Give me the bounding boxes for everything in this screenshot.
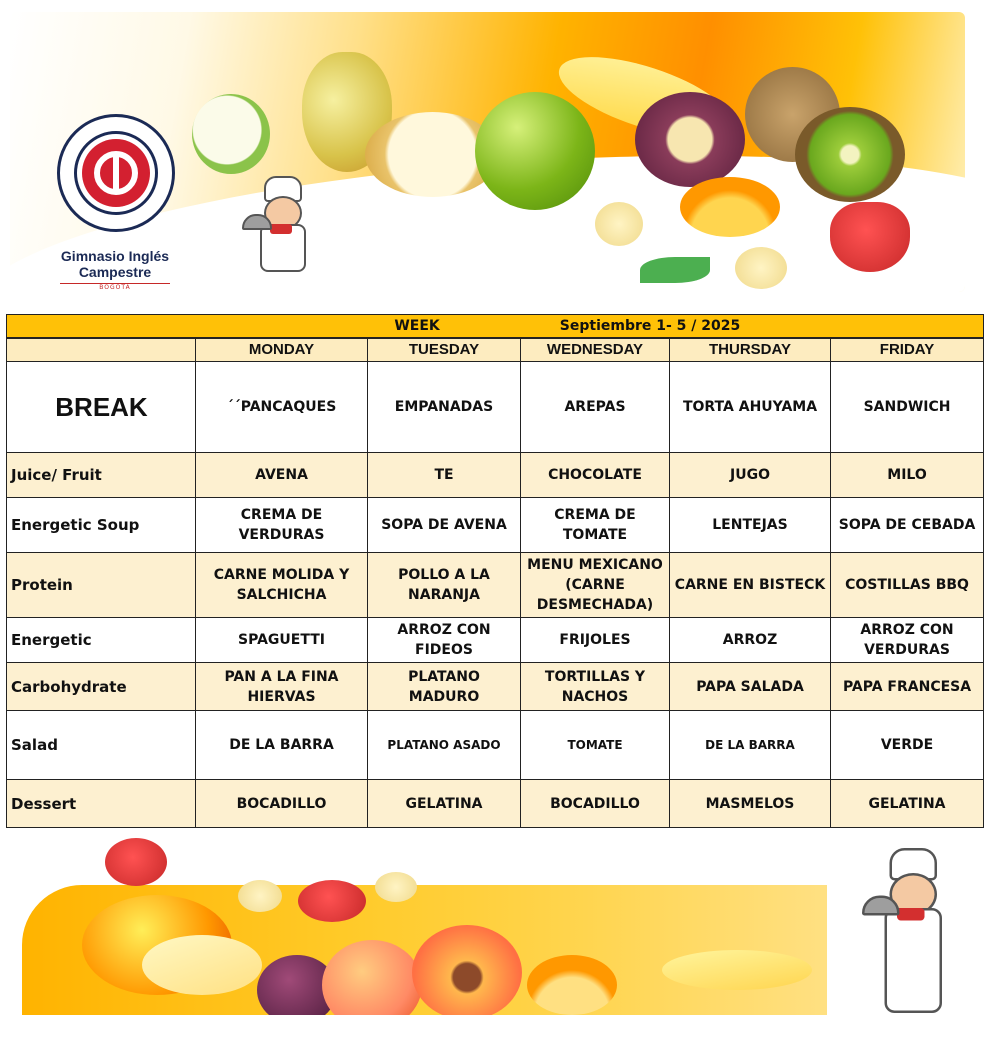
school-city: BOGOTÁ <box>60 283 170 292</box>
menu-cell: EMPANADAS <box>368 362 521 453</box>
week-row <box>7 315 984 339</box>
menu-cell: ´´PANCAQUES <box>196 362 368 453</box>
row-label: Protein <box>7 553 196 618</box>
menu-cell: ARROZ <box>670 618 831 663</box>
table-row <box>7 362 984 453</box>
days-header-row <box>7 338 984 362</box>
fruit-footer <box>22 885 827 1015</box>
week-value: Septiembre 1- 5 / 2025 <box>559 318 741 334</box>
strawberry-icon <box>105 838 167 886</box>
empty-header-cell <box>7 338 196 362</box>
table-row <box>7 453 984 498</box>
table-row <box>7 780 984 828</box>
menu-cell: SANDWICH <box>831 362 984 453</box>
leaf-icon <box>640 257 710 283</box>
table-row <box>7 711 984 780</box>
menu-cell: PLATANO ASADO <box>368 711 521 780</box>
day-header: THURSDAY <box>670 338 831 362</box>
menu-cell: TOMATE <box>521 711 670 780</box>
menu-cell: CHOCOLATE <box>521 453 670 498</box>
kiwi-slice-icon <box>795 107 905 202</box>
menu-cell: BOCADILLO <box>521 780 670 828</box>
table-row <box>7 553 984 618</box>
banana-slice-icon <box>238 880 282 912</box>
school-logo <box>57 114 175 232</box>
menu-cell: AREPAS <box>521 362 670 453</box>
row-label: Dessert <box>7 780 196 828</box>
menu-cell: VERDE <box>831 711 984 780</box>
table-row <box>7 663 984 711</box>
peach-icon <box>322 940 422 1015</box>
menu-cell: POLLO A LA NARANJA <box>368 553 521 618</box>
school-name: Gimnasio Inglés Campestre <box>60 248 170 280</box>
menu-cell: MENU MEXICANO (CARNE DESMECHADA) <box>521 553 670 618</box>
menu-cell: JUGO <box>670 453 831 498</box>
chef-body <box>885 908 943 1013</box>
chef-scarf <box>270 224 292 234</box>
menu-cell: SOPA DE CEBADA <box>831 498 984 553</box>
green-apple-icon <box>475 92 595 210</box>
menu-cell: CREMA DE VERDURAS <box>196 498 368 553</box>
row-label: Carbohydrate <box>7 663 196 711</box>
table-row <box>7 498 984 553</box>
day-header: WEDNESDAY <box>521 338 670 362</box>
menu-cell: DE LA BARRA <box>670 711 831 780</box>
row-label: Energetic Soup <box>7 498 196 553</box>
logo-emblem <box>82 139 150 207</box>
menu-cell: PAPA FRANCESA <box>831 663 984 711</box>
peach-half-icon <box>412 925 522 1015</box>
menu-cell: PLATANO MADURO <box>368 663 521 711</box>
chef-icon <box>872 848 972 1061</box>
menu-cell: AVENA <box>196 453 368 498</box>
menu-cell: FRIJOLES <box>521 618 670 663</box>
menu-cell: CARNE EN BISTECK <box>670 553 831 618</box>
day-header: MONDAY <box>196 338 368 362</box>
menu-cell: ARROZ CON VERDURAS <box>831 618 984 663</box>
menu-cell: CREMA DE TOMATE <box>521 498 670 553</box>
table-row <box>7 618 984 663</box>
menu-cell: COSTILLAS BBQ <box>831 553 984 618</box>
menu-cell: TORTA AHUYAMA <box>670 362 831 453</box>
chef-scarf <box>897 908 925 921</box>
menu-cell: PAPA SALADA <box>670 663 831 711</box>
banana-slice-icon <box>375 872 417 902</box>
menu-cell: GELATINA <box>368 780 521 828</box>
banana-slice-icon <box>735 247 787 289</box>
orange-slice-icon <box>680 177 780 237</box>
strawberry-icon <box>830 202 910 272</box>
menu-cell: MILO <box>831 453 984 498</box>
row-label: Juice/ Fruit <box>7 453 196 498</box>
day-header: FRIDAY <box>831 338 984 362</box>
banana-slice-icon <box>595 202 643 246</box>
menu-cell: TORTILLAS Y NACHOS <box>521 663 670 711</box>
menu-cell: PAN A LA FINA HIERVAS <box>196 663 368 711</box>
menu-cell: SOPA DE AVENA <box>368 498 521 553</box>
week-label: WEEK <box>394 318 440 334</box>
row-label: Salad <box>7 711 196 780</box>
menu-cell: DE LA BARRA <box>196 711 368 780</box>
menu-table <box>6 314 984 828</box>
banana-icon <box>142 935 262 995</box>
strawberry-icon <box>298 880 366 922</box>
menu-cell: GELATINA <box>831 780 984 828</box>
week-cell <box>7 315 984 339</box>
menu-cell: TE <box>368 453 521 498</box>
row-label-break: BREAK <box>7 362 196 453</box>
menu-cell: MASMELOS <box>670 780 831 828</box>
apple-slice-icon <box>192 94 270 174</box>
menu-cell: ARROZ CON FIDEOS <box>368 618 521 663</box>
menu-cell: LENTEJAS <box>670 498 831 553</box>
plum-icon <box>635 92 745 187</box>
chef-icon <box>250 176 320 276</box>
day-header: TUESDAY <box>368 338 521 362</box>
menu-cell: SPAGUETTI <box>196 618 368 663</box>
menu-cell: BOCADILLO <box>196 780 368 828</box>
menu-cell: CARNE MOLIDA Y SALCHICHA <box>196 553 368 618</box>
row-label: Energetic <box>7 618 196 663</box>
banana-icon <box>662 950 812 990</box>
orange-slice-icon <box>527 955 617 1015</box>
